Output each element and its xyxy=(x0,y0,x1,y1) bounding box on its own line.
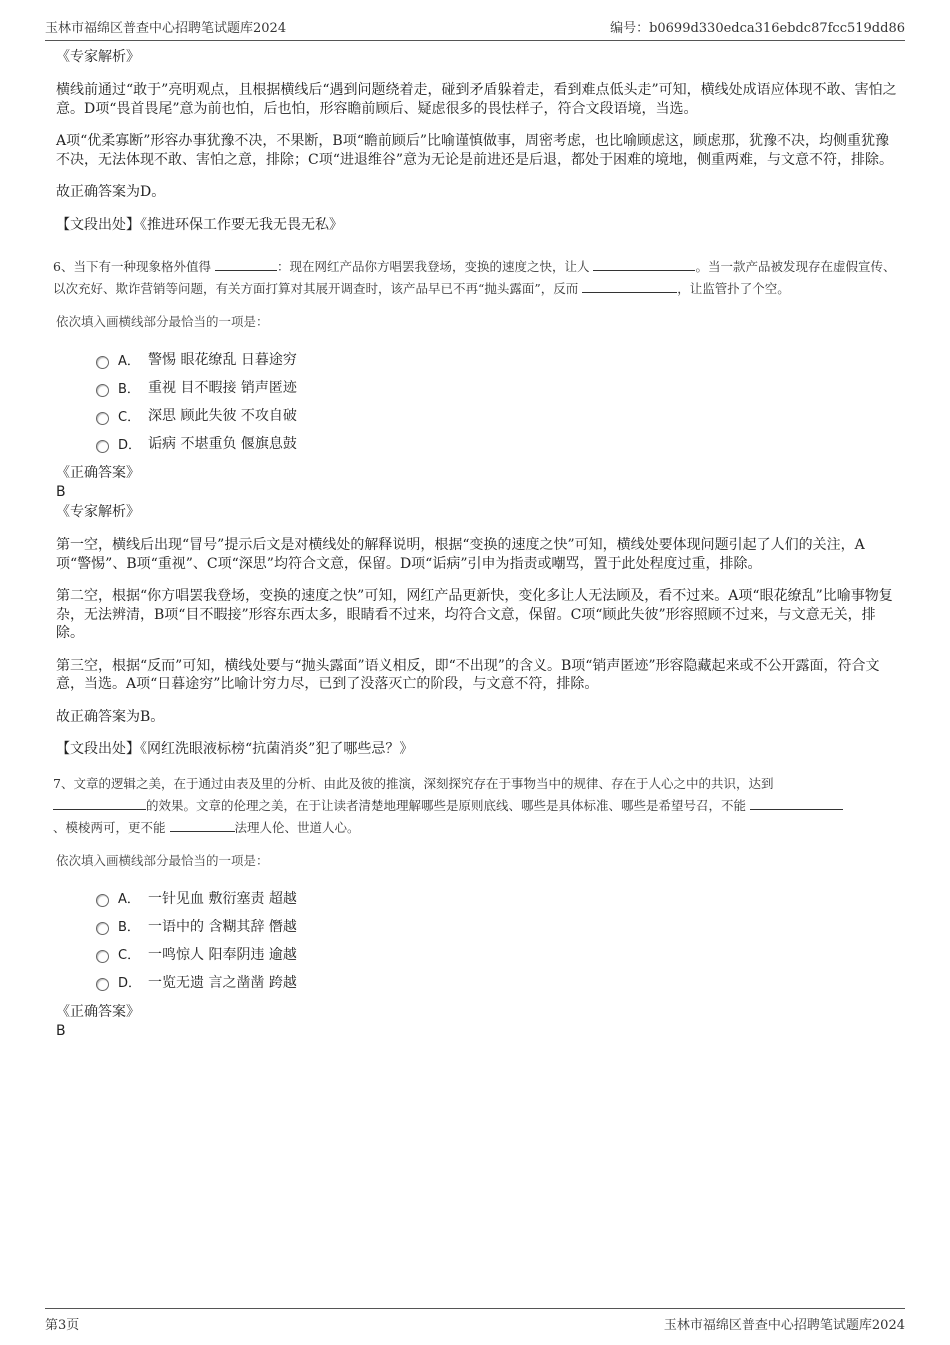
analysis-paragraph: A项“优柔寡断”形容办事犹豫不决，不果断，B项“瞻前顾后”比喻谨慎做事，周密考虑，也比喻顾虑这，顾虑那，犹豫不决，均侧重犹豫不决，无法体现不敢、害怕之意，排除；C项“进退维谷”意为无论是前进还是后退，都处于困难的境地，侧重两难，与文意不符，排除。 xyxy=(56,133,894,168)
source-citation: 【文段出处】《网红洗眼液标榜“抗菌消炎”犯了哪些忌？》 xyxy=(56,741,414,757)
fill-blank xyxy=(593,258,695,271)
analysis-conclusion: 故正确答案为D。 xyxy=(56,184,166,200)
radio-icon[interactable] xyxy=(96,384,109,397)
question-instruction: 依次填入画横线部分最恰当的一项是： xyxy=(56,852,269,868)
question-7-options xyxy=(56,884,898,996)
analysis-label: 《专家解析》 xyxy=(56,49,140,65)
option-a[interactable]: A． 一针见血 敷衍塞责 超越 xyxy=(96,884,898,912)
footer-title: 玉林市福绵区普查中心招聘笔试题库2024 xyxy=(663,1318,905,1333)
correct-answer-label: 《正确答案》 xyxy=(56,465,140,481)
correct-answer-label: 《正确答案》 xyxy=(56,1003,140,1020)
option-c[interactable]: C． 一鸣惊人 阳奉阴违 逾越 xyxy=(96,940,898,968)
radio-icon[interactable] xyxy=(96,978,109,991)
option-d[interactable]: D． 诟病 不堪重负 偃旗息鼓 xyxy=(96,429,898,457)
analysis-paragraph: 第二空，根据“你方唱罢我登场，变换的速度之快”可知，网红产品更新快，变化多让人无法顾及，看不过来。A项“眼花缭乱”比喻事物复杂，无法辨清，B项“目不暇接”形容东西太多，眼睛看不过来，均符合文意，保留。C项“顾此失彼”形容照顾不过来，与文意无关，排除。 xyxy=(56,588,893,641)
correct-answer: B xyxy=(56,1022,66,1039)
option-c[interactable]: C． 深思 顾此失彼 不攻自破 xyxy=(96,401,898,429)
option-b[interactable]: B． 重视 目不暇接 销声匿迹 xyxy=(96,373,898,401)
option-a[interactable]: A． 警惕 眼花缭乱 日暮途穷 xyxy=(96,345,898,373)
analysis-label: 《专家解析》 xyxy=(56,504,140,520)
page-header xyxy=(45,14,905,41)
option-b[interactable]: B． 一语中的 含糊其辞 僭越 xyxy=(96,912,898,940)
fill-blank xyxy=(215,258,277,271)
question-6-options xyxy=(56,345,898,457)
document-id: 编号：b0699d330edca316ebdc87fcc519dd86 xyxy=(610,21,905,36)
page-number: 第3页 xyxy=(45,1318,80,1333)
page-content xyxy=(53,46,898,1040)
analysis-conclusion: 故正确答案为B。 xyxy=(56,708,165,725)
question-7-stem: 7、文章的逻辑之美，在于通过由表及里的分析、由此及彼的推演，深刻探究存在于事物当中的规律、存在于人心之中的共识，达到 的效果。文章的伦理之美，在于让读者清楚地理解哪些是原则底线、哪些是具体标准、哪些是希望号召，不能 、模棱两可，更不能 法理人伦、世道人心。 xyxy=(53,773,898,839)
correct-answer: B xyxy=(56,484,66,500)
option-d[interactable]: D． 一览无遗 言之凿凿 跨越 xyxy=(96,968,898,996)
source-citation: 【文段出处】《推进环保工作要无我无畏无私》 xyxy=(56,216,343,233)
radio-icon[interactable] xyxy=(96,950,109,963)
question-6-stem: 6、当下有一种现象格外值得 ：现在网红产品你方唱罢我登场，变换的速度之快，让人 。当一款产品被发现存在虚假宣传、以次充好、欺诈营销等问题，有关方面打算对其展开调查时，该产品早已不再“抛头露面”，反而 ，让监管扑了个空。 xyxy=(53,259,896,296)
fill-blank xyxy=(750,797,843,810)
radio-icon[interactable] xyxy=(96,412,109,425)
analysis-paragraph: 第三空，根据“反而”可知，横线处要与“抛头露面”语义相反，即“不出现”的含义。B项“销声匿迹”形容隐藏起来或不公开露面，符合文意，当选。A项“日暮途穷”比喻计穷力尽，已到了没落灭亡的阶段，与文意不符，排除。 xyxy=(56,657,880,692)
radio-icon[interactable] xyxy=(96,356,109,369)
question-instruction: 依次填入画横线部分最恰当的一项是： xyxy=(56,314,269,329)
fill-blank xyxy=(53,797,146,810)
radio-icon[interactable] xyxy=(96,440,109,453)
fill-blank xyxy=(170,819,235,832)
header-title: 玉林市福绵区普查中心招聘笔试题库2024 xyxy=(45,21,287,36)
analysis-paragraph: 横线前通过“敢于”亮明观点，且根据横线后“遇到问题绕着走，碰到矛盾躲着走，看到难点低头走”可知，横线处成语应体现不敢、害怕之意。D项“畏首畏尾”意为前也怕，后也怕，形容瞻前顾后、疑虑很多的畏怯样子，符合文段语境，当选。 xyxy=(56,82,897,117)
radio-icon[interactable] xyxy=(96,922,109,935)
radio-icon[interactable] xyxy=(96,894,109,907)
analysis-paragraph: 第一空，横线后出现“冒号”提示后文是对横线处的解释说明，根据“变换的速度之快”可知，横线处要体现问题引起了人们的关注，A项“警惕”、B项“重视”、C项“深思”均符合文意，保留。D项“诟病”引申为指责或嘲骂，置于此处程度过重，排除。 xyxy=(56,537,865,572)
fill-blank xyxy=(582,280,677,293)
page-footer xyxy=(45,1308,905,1333)
